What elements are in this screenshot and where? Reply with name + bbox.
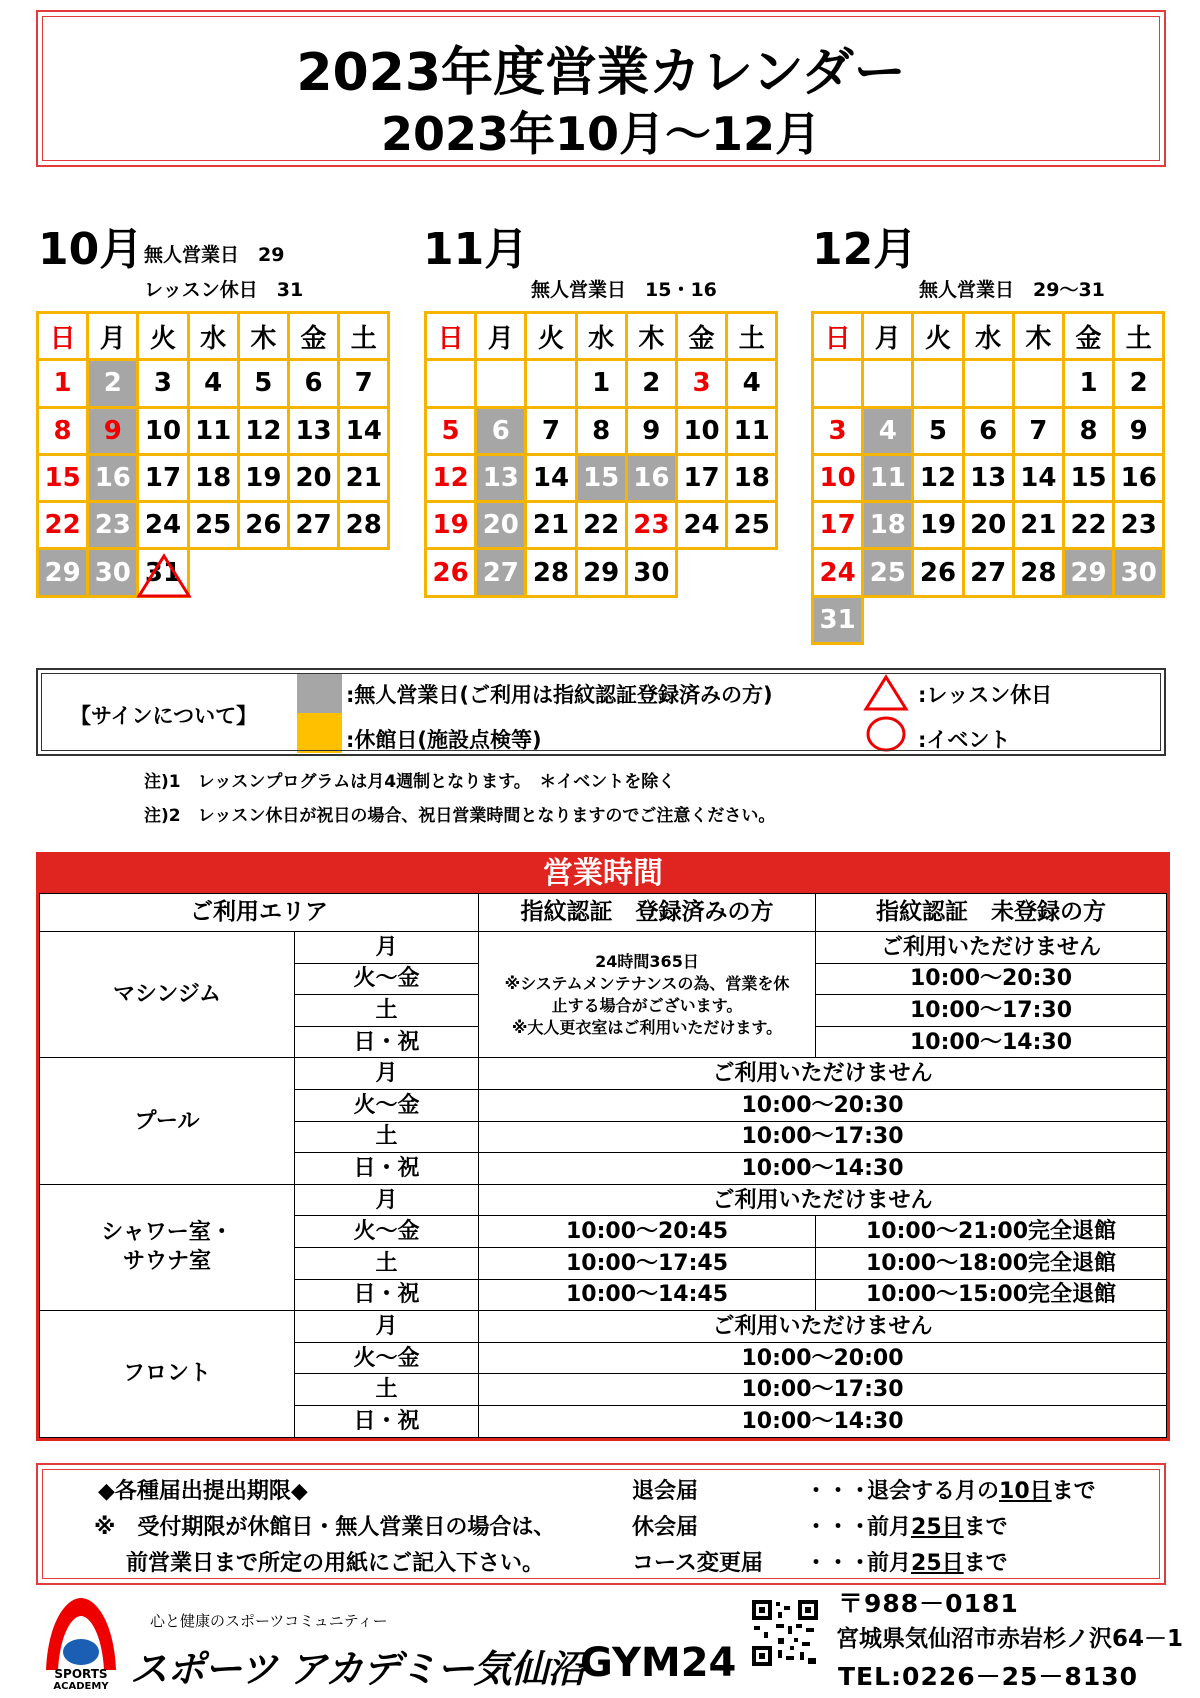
day-cell: 19 (238, 454, 288, 501)
weekday-header: 日 (426, 313, 476, 360)
area-front: フロント (40, 1311, 295, 1437)
day-cell: 5 (913, 407, 963, 454)
day-cell: 7 (339, 360, 389, 407)
hours-cell: 10:00～14:30 (816, 1026, 1167, 1058)
day-cell: 1 (1063, 360, 1113, 407)
qr-code-icon (750, 1598, 820, 1668)
deadline-post: まで (1051, 1479, 1096, 1504)
day-cell: 2 (88, 360, 138, 407)
day-cell: 日・祝 (295, 1153, 479, 1185)
empty-day-cell (238, 549, 288, 596)
legend-closed: :休館日(施設点検等) (346, 728, 542, 752)
day-cell: 17 (676, 454, 726, 501)
day-cell: 3 (813, 407, 863, 454)
day-cell: 20 (963, 502, 1013, 549)
weekday-header: 土 (727, 313, 777, 360)
day-cell: 7 (1013, 407, 1063, 454)
day-cell: 21 (526, 502, 576, 549)
day-cell: 火～金 (295, 1089, 479, 1121)
day-cell: 15 (576, 454, 626, 501)
empty-day-cell (963, 360, 1013, 407)
day-cell: 3 (676, 360, 726, 407)
day-cell: 6 (963, 407, 1013, 454)
day-cell: 27 (288, 502, 338, 549)
month-note-oct-1: 無人営業日 29 (144, 244, 285, 266)
day-cell: 月 (295, 1184, 479, 1216)
empty-day-cell (1013, 360, 1063, 407)
col-unregistered: 指紋認証 未登録の方 (816, 894, 1167, 932)
day-cell: 19 (426, 502, 476, 549)
machine-registered-note (479, 932, 816, 1058)
day-cell: 21 (339, 454, 389, 501)
weekday-header: 水 (576, 313, 626, 360)
weekday-header: 火 (138, 313, 188, 360)
empty-day-cell (1013, 596, 1063, 643)
day-cell: 1 (38, 360, 88, 407)
form-name: 休会届 (632, 1515, 699, 1540)
day-cell: 6 (476, 407, 526, 454)
col-area: ご利用エリア (40, 894, 479, 932)
day-cell: 30 (626, 549, 676, 596)
day-cell: 18 (188, 454, 238, 501)
day-cell: 18 (727, 454, 777, 501)
day-cell: 26 (426, 549, 476, 596)
deadline-day: 10日 (999, 1479, 1052, 1504)
legend-box (36, 668, 1166, 756)
page-title: 2023年度営業カレンダー (296, 43, 906, 103)
area-machine: マシンジム (40, 932, 295, 1058)
empty-day-cell (526, 360, 576, 407)
form-dots: ・・・ (805, 1515, 872, 1540)
day-cell: 10 (813, 454, 863, 501)
day-cell: 25 (863, 549, 913, 596)
day-cell: 4 (188, 360, 238, 407)
area-shower (40, 1184, 295, 1310)
day-cell: 13 (476, 454, 526, 501)
empty-day-cell (1063, 596, 1113, 643)
note-2: 注)2 レッスン休日が祝日の場合、祝日営業時間となりますのでご注意ください。 (144, 806, 776, 826)
area-shower-line1: シャワー室・ (101, 1220, 233, 1246)
day-cell: 1 (576, 360, 626, 407)
weekday-header: 月 (863, 313, 913, 360)
day-cell: 20 (288, 454, 338, 501)
triangle-icon (863, 674, 909, 712)
empty-day-cell (288, 549, 338, 596)
weekday-header: 金 (288, 313, 338, 360)
unmanned-swatch (297, 673, 342, 713)
day-cell: 28 (1013, 549, 1063, 596)
month-note-nov-1: 無人営業日 15・16 (531, 279, 717, 301)
day-cell: 10 (676, 407, 726, 454)
form-deadline (867, 1515, 1008, 1541)
machine-reg-line: ※大人更衣室はご利用いただけます。 (511, 1017, 783, 1037)
day-cell: 27 (963, 549, 1013, 596)
day-cell: 23 (1114, 502, 1164, 549)
day-cell: 月 (295, 932, 479, 964)
day-cell: 5 (426, 407, 476, 454)
day-cell: 土 (295, 1374, 479, 1406)
deadline-post: まで (963, 1551, 1008, 1576)
day-cell: 24 (138, 502, 188, 549)
weekday-header: 木 (1013, 313, 1063, 360)
form-name: コース変更届 (632, 1551, 763, 1576)
day-cell: 日・祝 (295, 1279, 479, 1311)
form-dots: ・・・ (805, 1551, 872, 1576)
day-cell: 25 (188, 502, 238, 549)
day-cell: 9 (1114, 407, 1164, 454)
sports-academy-logo (36, 1592, 126, 1692)
day-cell: 15 (38, 454, 88, 501)
day-cell: 8 (1063, 407, 1113, 454)
logo-text-2: ACADEMY (53, 1681, 109, 1692)
hours-table (39, 893, 1167, 1438)
empty-day-cell (727, 549, 777, 596)
hours-cell: 10:00～15:00完全退館 (816, 1279, 1167, 1311)
day-cell: 4 (727, 360, 777, 407)
day-cell: 12 (238, 407, 288, 454)
day-cell: 29 (38, 549, 88, 596)
closed-swatch (297, 713, 342, 753)
hours-cell: ご利用いただけません (816, 932, 1167, 964)
day-cell: 3 (138, 360, 188, 407)
month-note-oct-2: レッスン休日 31 (144, 279, 304, 301)
weekday-header: 土 (339, 313, 389, 360)
day-cell: 26 (913, 549, 963, 596)
day-cell: 22 (1063, 502, 1113, 549)
weekday-header: 金 (1063, 313, 1113, 360)
hours-cell: 10:00～14:30 (479, 1153, 1167, 1185)
deadline-day: 25日 (911, 1551, 964, 1576)
empty-day-cell (863, 360, 913, 407)
day-cell: 21 (1013, 502, 1063, 549)
empty-day-cell (913, 596, 963, 643)
note-1: 注)1 レッスンプログラムは月4週制となります。 ＊イベントを除く (144, 772, 676, 792)
hours-cell: 10:00～20:00 (479, 1342, 1167, 1374)
day-cell: 8 (576, 407, 626, 454)
empty-day-cell (813, 360, 863, 407)
hours-cell: 10:00～20:30 (816, 963, 1167, 995)
day-cell: 12 (913, 454, 963, 501)
day-cell: 24 (813, 549, 863, 596)
day-cell: 8 (38, 407, 88, 454)
day-cell: 24 (676, 502, 726, 549)
day-cell: 29 (1063, 549, 1113, 596)
day-cell: 日・祝 (295, 1026, 479, 1058)
deadline-day: 25日 (911, 1515, 964, 1540)
hours-cell: 10:00～17:30 (479, 1121, 1167, 1153)
legend-unmanned: :無人営業日(ご利用は指紋認証登録済みの方) (346, 683, 773, 707)
area-pool: プール (40, 1058, 295, 1184)
machine-reg-line: 24時間365日 (595, 951, 699, 971)
hours-cell: 10:00～20:30 (479, 1089, 1167, 1121)
day-cell: 18 (863, 502, 913, 549)
day-cell: 月 (295, 1058, 479, 1090)
deadline-pre: 前月 (867, 1551, 912, 1576)
day-cell: 31 (813, 596, 863, 643)
weekday-header: 日 (38, 313, 88, 360)
hours-cell: 10:00～14:45 (479, 1279, 816, 1311)
tagline: 心と健康のスポーツコミュニティー (150, 1612, 388, 1630)
day-cell: 25 (727, 502, 777, 549)
day-cell: 28 (339, 502, 389, 549)
day-cell: 土 (295, 995, 479, 1027)
day-cell: 16 (626, 454, 676, 501)
day-cell: 30 (88, 549, 138, 596)
empty-day-cell (963, 596, 1013, 643)
day-cell: 17 (138, 454, 188, 501)
day-cell: 27 (476, 549, 526, 596)
machine-reg-line: ※システムメンテナンスの為、営業を休 (504, 973, 790, 993)
day-cell: 28 (526, 549, 576, 596)
form-deadline (867, 1479, 1096, 1505)
telephone: TEL:0226－25－8130 (838, 1662, 1139, 1691)
day-cell: 2 (1114, 360, 1164, 407)
empty-day-cell (339, 549, 389, 596)
day-cell: 14 (526, 454, 576, 501)
day-cell: 7 (526, 407, 576, 454)
day-cell: 6 (288, 360, 338, 407)
day-cell: 22 (576, 502, 626, 549)
day-cell: 16 (88, 454, 138, 501)
deadline-pre: 前月 (867, 1515, 912, 1540)
form-dots: ・・・ (805, 1479, 872, 1504)
day-cell: 9 (626, 407, 676, 454)
title-box (36, 10, 1166, 167)
month-note-dec-1: 無人営業日 29～31 (919, 279, 1105, 301)
weekday-header: 火 (526, 313, 576, 360)
day-cell: 火～金 (295, 1342, 479, 1374)
day-cell: 20 (476, 502, 526, 549)
hours-cell: 10:00～14:30 (479, 1405, 1167, 1437)
day-cell: 土 (295, 1247, 479, 1279)
hours-cell: 10:00～17:30 (479, 1374, 1167, 1406)
deadline-pre: 退会する月の (867, 1479, 1000, 1504)
address: 宮城県気仙沼市赤岩杉ノ沢64－1 (836, 1626, 1184, 1652)
day-cell: 月 (295, 1311, 479, 1343)
form-deadline (867, 1551, 1008, 1577)
brand-name: スポーツ アカデミー気仙沼 (130, 1647, 585, 1691)
empty-day-cell (476, 360, 526, 407)
hours-cell: 10:00～18:00完全退館 (816, 1247, 1167, 1279)
day-cell: 土 (295, 1121, 479, 1153)
hours-cell: ご利用いただけません (479, 1184, 1167, 1216)
weekday-header: 月 (476, 313, 526, 360)
day-cell: 22 (38, 502, 88, 549)
gym24-label: GYM24 (580, 1640, 737, 1686)
empty-day-cell (863, 596, 913, 643)
day-cell: 17 (813, 502, 863, 549)
day-cell: 火～金 (295, 963, 479, 995)
postal-code: 〒988－0181 (838, 1589, 1019, 1618)
day-cell: 12 (426, 454, 476, 501)
day-cell: 29 (576, 549, 626, 596)
hours-header: 営業時間 (39, 855, 1167, 893)
page-subtitle: 2023年10月～12月 (380, 107, 822, 161)
legend-lesson-off: :レッスン休日 (918, 683, 1053, 707)
empty-day-cell (1114, 596, 1164, 643)
day-cell: 16 (1114, 454, 1164, 501)
deadline-post: まで (963, 1515, 1008, 1540)
lesson-off-triangle-icon (136, 553, 192, 599)
day-cell: 26 (238, 502, 288, 549)
deadlines-box (36, 1463, 1166, 1585)
day-cell: 13 (288, 407, 338, 454)
day-cell: 11 (863, 454, 913, 501)
machine-reg-line: 止する場合がございます。 (551, 995, 743, 1015)
weekday-header: 月 (88, 313, 138, 360)
empty-day-cell (913, 360, 963, 407)
deadlines-notice-1: ※ 受付期限が休館日・無人営業日の場合は、 (94, 1515, 556, 1540)
calendar-dec (811, 311, 1165, 645)
weekday-header: 土 (1114, 313, 1164, 360)
day-cell: 火～金 (295, 1216, 479, 1248)
day-cell: 11 (727, 407, 777, 454)
col-registered: 指紋認証 登録済みの方 (479, 894, 816, 932)
weekday-header: 火 (913, 313, 963, 360)
area-shower-line2: サウナ室 (122, 1249, 211, 1275)
day-cell: 30 (1114, 549, 1164, 596)
day-cell: 日・祝 (295, 1405, 479, 1437)
day-cell: 23 (626, 502, 676, 549)
day-cell: 9 (88, 407, 138, 454)
weekday-header: 日 (813, 313, 863, 360)
month-label-nov: 11月 (423, 224, 529, 275)
day-cell: 23 (88, 502, 138, 549)
day-cell: 13 (963, 454, 1013, 501)
day-cell: 19 (913, 502, 963, 549)
hours-cell: 10:00～21:00完全退館 (816, 1216, 1167, 1248)
weekday-header: 水 (188, 313, 238, 360)
hours-cell: 10:00～17:45 (479, 1247, 816, 1279)
legend-event: :イベント (918, 728, 1011, 752)
day-cell: 14 (1013, 454, 1063, 501)
calendar-nov (424, 311, 778, 598)
day-cell: 2 (626, 360, 676, 407)
month-label-oct: 10月 (38, 224, 144, 275)
hours-cell: ご利用いただけません (479, 1058, 1167, 1090)
deadlines-notice-2: 前営業日まで所定の用紙にご記入下さい。 (126, 1551, 545, 1576)
circle-icon (865, 715, 907, 753)
hours-table-wrap (36, 852, 1170, 1441)
hours-cell: 10:00～20:45 (479, 1216, 816, 1248)
day-cell: 15 (1063, 454, 1113, 501)
weekday-header: 木 (238, 313, 288, 360)
weekday-header: 木 (626, 313, 676, 360)
logo-text-1: SPORTS (54, 1667, 108, 1681)
day-cell: 14 (339, 407, 389, 454)
day-cell: 11 (188, 407, 238, 454)
day-cell: 5 (238, 360, 288, 407)
empty-day-cell (676, 549, 726, 596)
month-label-dec: 12月 (812, 224, 918, 275)
day-cell: 10 (138, 407, 188, 454)
hours-cell: ご利用いただけません (479, 1311, 1167, 1343)
legend-title: 【サインについて】 (70, 704, 258, 728)
form-name: 退会届 (632, 1479, 699, 1504)
empty-day-cell (426, 360, 476, 407)
day-cell: 31 (138, 549, 188, 596)
day-cell: 4 (863, 407, 913, 454)
empty-day-cell (188, 549, 238, 596)
calendar-oct (36, 311, 390, 598)
weekday-header: 金 (676, 313, 726, 360)
hours-cell: 10:00～17:30 (816, 995, 1167, 1027)
deadlines-heading: ◆各種届出提出期限◆ (98, 1479, 308, 1504)
weekday-header: 水 (963, 313, 1013, 360)
